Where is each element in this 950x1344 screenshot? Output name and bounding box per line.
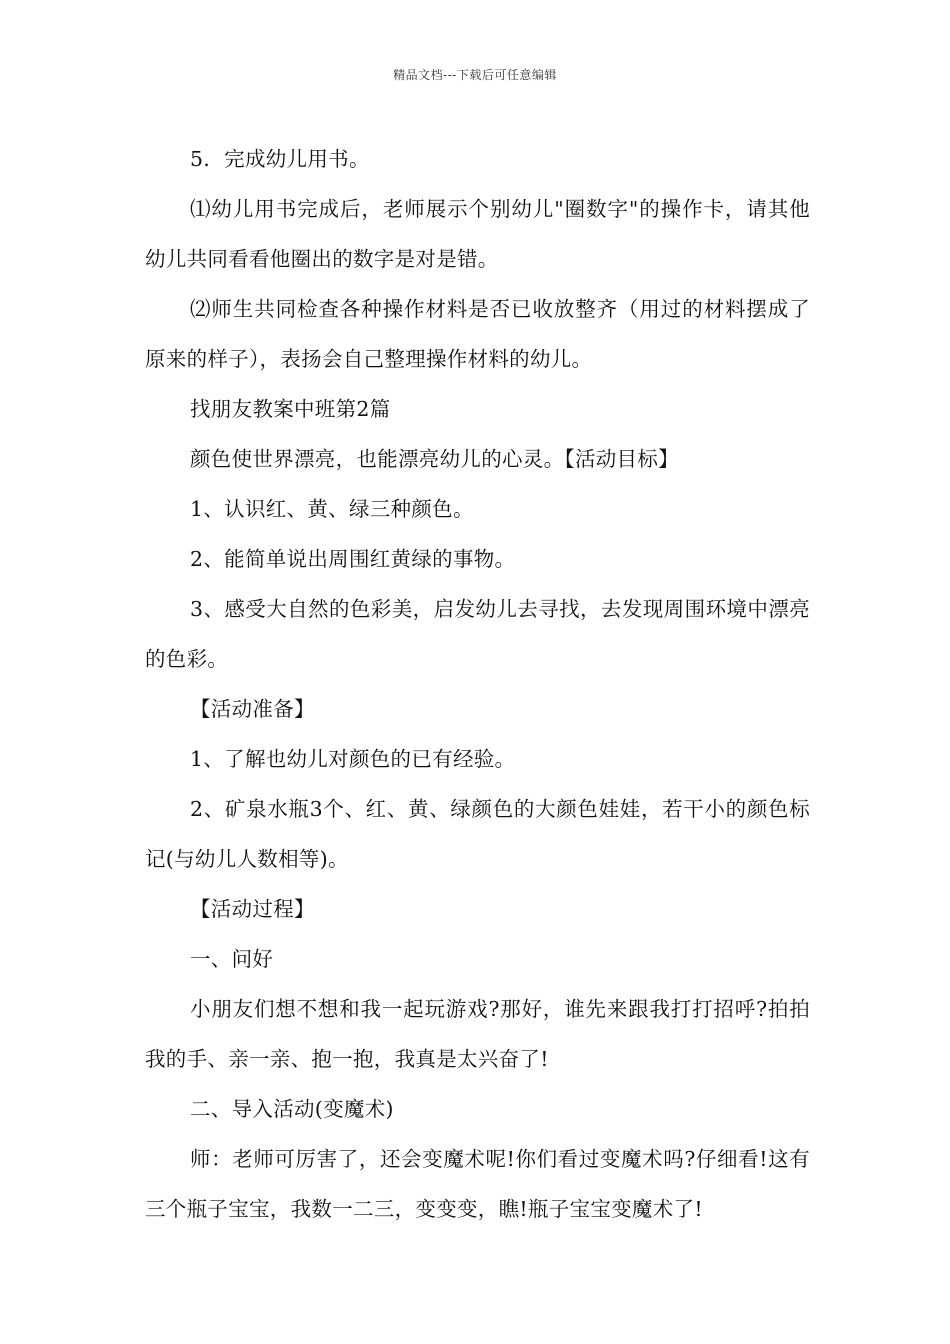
subheading: 一、问好 <box>190 947 274 971</box>
list-item: 2、矿泉水瓶3个、红、黄、绿颜色的大颜色娃娃，若干小的颜色标记(与幼儿人数相等)。 <box>145 797 810 871</box>
list-item: 1、了解也幼儿对颜色的已有经验。 <box>190 747 516 771</box>
list-item: 3、感受大自然的色彩美，启发幼儿去寻找，去发现周围环境中漂亮的色彩。 <box>145 597 810 671</box>
section-heading: 【活动准备】 <box>190 697 315 721</box>
page-header: 精品文档---下载后可任意编辑 <box>393 68 557 82</box>
paragraph: ⑵师生共同检查各种操作材料是否已收放整齐（用过的材料摆成了原来的样子），表扬会自己整理操作材料的幼儿。 <box>145 297 810 371</box>
list-item: 1、认识红、黄、绿三种颜色。 <box>190 497 474 521</box>
list-item: 2、能简单说出周围红黄绿的事物。 <box>190 547 516 571</box>
section-title: 找朋友教案中班第2篇 <box>190 397 391 421</box>
paragraph: ⑴幼儿用书完成后，老师展示个别幼儿"圈数字"的操作卡，请其他幼儿共同看看他圈出的数字是对是错。 <box>145 197 810 271</box>
paragraph: 小朋友们想不想和我一起玩游戏?那好，谁先来跟我打打招呼?拍拍我的手、亲一亲、抱一抱，我真是太兴奋了! <box>145 997 810 1071</box>
document-body <box>145 134 810 1234</box>
paragraph: 师：老师可厉害了，还会变魔术呢!你们看过变魔术吗?仔细看!这有三个瓶子宝宝，我数一二三，变变变，瞧!瓶子宝宝变魔术了! <box>145 1147 810 1221</box>
subheading: 二、导入活动(变魔术) <box>190 1097 394 1121</box>
paragraph: 颜色使世界漂亮，也能漂亮幼儿的心灵。【活动目标】 <box>190 447 679 471</box>
paragraph: 5．完成幼儿用书。 <box>190 147 370 171</box>
section-heading: 【活动过程】 <box>190 897 315 921</box>
